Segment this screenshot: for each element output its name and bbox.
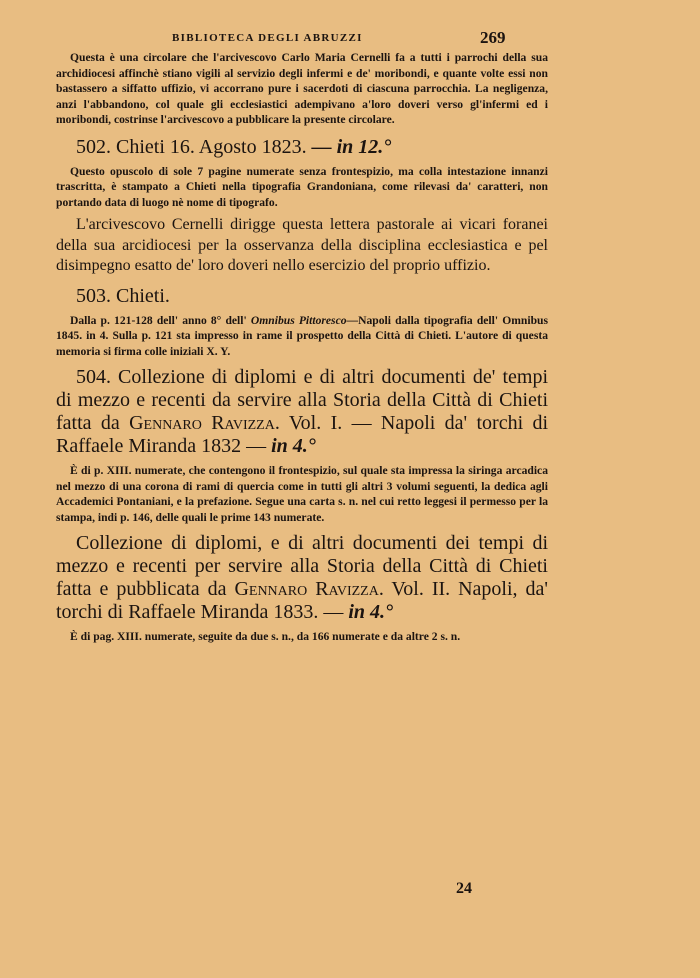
entry-503-heading bbox=[56, 284, 548, 308]
entry-503-title: 503. Chieti. bbox=[76, 284, 170, 307]
entry-503-note-b: —Napoli dalla tipografia dell' Omnibus 1845. in 4. Sulla p. 121 sta impresso in rame il prospetto della Città di Chieti. L'autore di questa memoria si firma colle iniziali X. Y. bbox=[56, 313, 548, 358]
entry-504-vol2-note: È di pag. XIII. numerate, seguite da due s. n., da 166 numerate e da altre 2 s. n. bbox=[70, 630, 461, 643]
entry-502-note: Questo opuscolo di sole 7 pagine numerate senza frontespizio, ma colla intestazione innanzi trascritta, è stampato a Chieti nella tipografia Grandoniana, come rilevasi da' caratteri, non portando data di luogo nè nome di tipografo. bbox=[56, 164, 548, 209]
running-title: BIBLIOTECA DEGLI ABRUZZI bbox=[172, 32, 363, 44]
entry-502-format: — in 12.° bbox=[311, 135, 392, 158]
entry-503-source: Omnibus Pittoresco bbox=[250, 313, 347, 327]
entry-504-vol2-title-a: Collezione di diplomi, e di altri documenti dei tempi di mezzo e recenti per servire alla Storia della Città di Chieti fatta e pubblicata da bbox=[56, 532, 548, 600]
entry-504-heading bbox=[56, 366, 548, 458]
entry-502-title: 502. Chieti 16. Agosto 1823. bbox=[76, 135, 307, 158]
entry-504-vol2-title-b: . Vol. II. Napoli, da' torchi di Raffaele Miranda 1833. — bbox=[56, 578, 548, 623]
signature-mark: 24 bbox=[456, 880, 472, 897]
entry-504-vol2-author: Gennaro Ravizza bbox=[234, 578, 379, 600]
entry-504-vol2-heading bbox=[56, 532, 548, 624]
intro-paragraph: Questa è una circolare che l'arcivescovo Carlo Maria Cernelli fa a tutti i parrochi della sua archidiocesi affinchè stiano vigili al servizio degli infermi e de' moribondi, e quante volte essi non bastassero a siffatto uffizio, vi accorrano pure i sacerdoti di ciascuna parrocchia. La negligenza, anzi l'abbandono, col quale gli ecclesiastici adempivano a'loro doveri verso gl'infermi ed i moribondi, costrinse l'arcivescovo a pubblicare la presente circolare. bbox=[56, 51, 548, 126]
entry-504-title-a: 504. Collezione di diplomi e di altri documenti de' tempi di mezzo e recenti da servire alla Storia della Città di Chieti fatta da bbox=[56, 366, 548, 434]
entry-504-author: Gennaro Ravizza bbox=[129, 412, 275, 434]
entry-504-note: È di p. XIII. numerate, che contengono il frontespizio, sul quale sta impressa la siringa arcadica nel mezzo di una corona di rami di quercia come in tutti gli altri 3 volumi seguenti, la dedica agli Accademici Pontaniani, e la prefazione. Segue una carta s. n. nel cui retto leggesi il permesso per la stampa, indi p. 146, delle quali le prime 143 numerate. bbox=[56, 464, 548, 524]
entry-502-body: L'arcivescovo Cernelli dirigge questa lettera pastorale ai vicari foranei della sua arcidiocesi per la osservanza della disciplina ecclesiastica e pel disimpegno esatto de' loro doveri nello esercizio del proprio uffizio. bbox=[56, 216, 548, 274]
entry-504-format: in 4.° bbox=[271, 435, 316, 457]
entry-503-note bbox=[56, 313, 548, 360]
page-number: 269 bbox=[480, 28, 506, 47]
entry-504-vol2-format: in 4.° bbox=[348, 601, 394, 623]
page-header bbox=[56, 28, 548, 50]
document-page bbox=[56, 28, 548, 645]
entry-502-heading bbox=[56, 135, 548, 159]
entry-504-title-b: . Vol. I. — Napoli da' torchi di Raffaele Miranda 1832 — bbox=[56, 412, 549, 457]
entry-503-note-a: Dalla p. 121-128 dell' anno 8° dell' bbox=[70, 313, 247, 327]
